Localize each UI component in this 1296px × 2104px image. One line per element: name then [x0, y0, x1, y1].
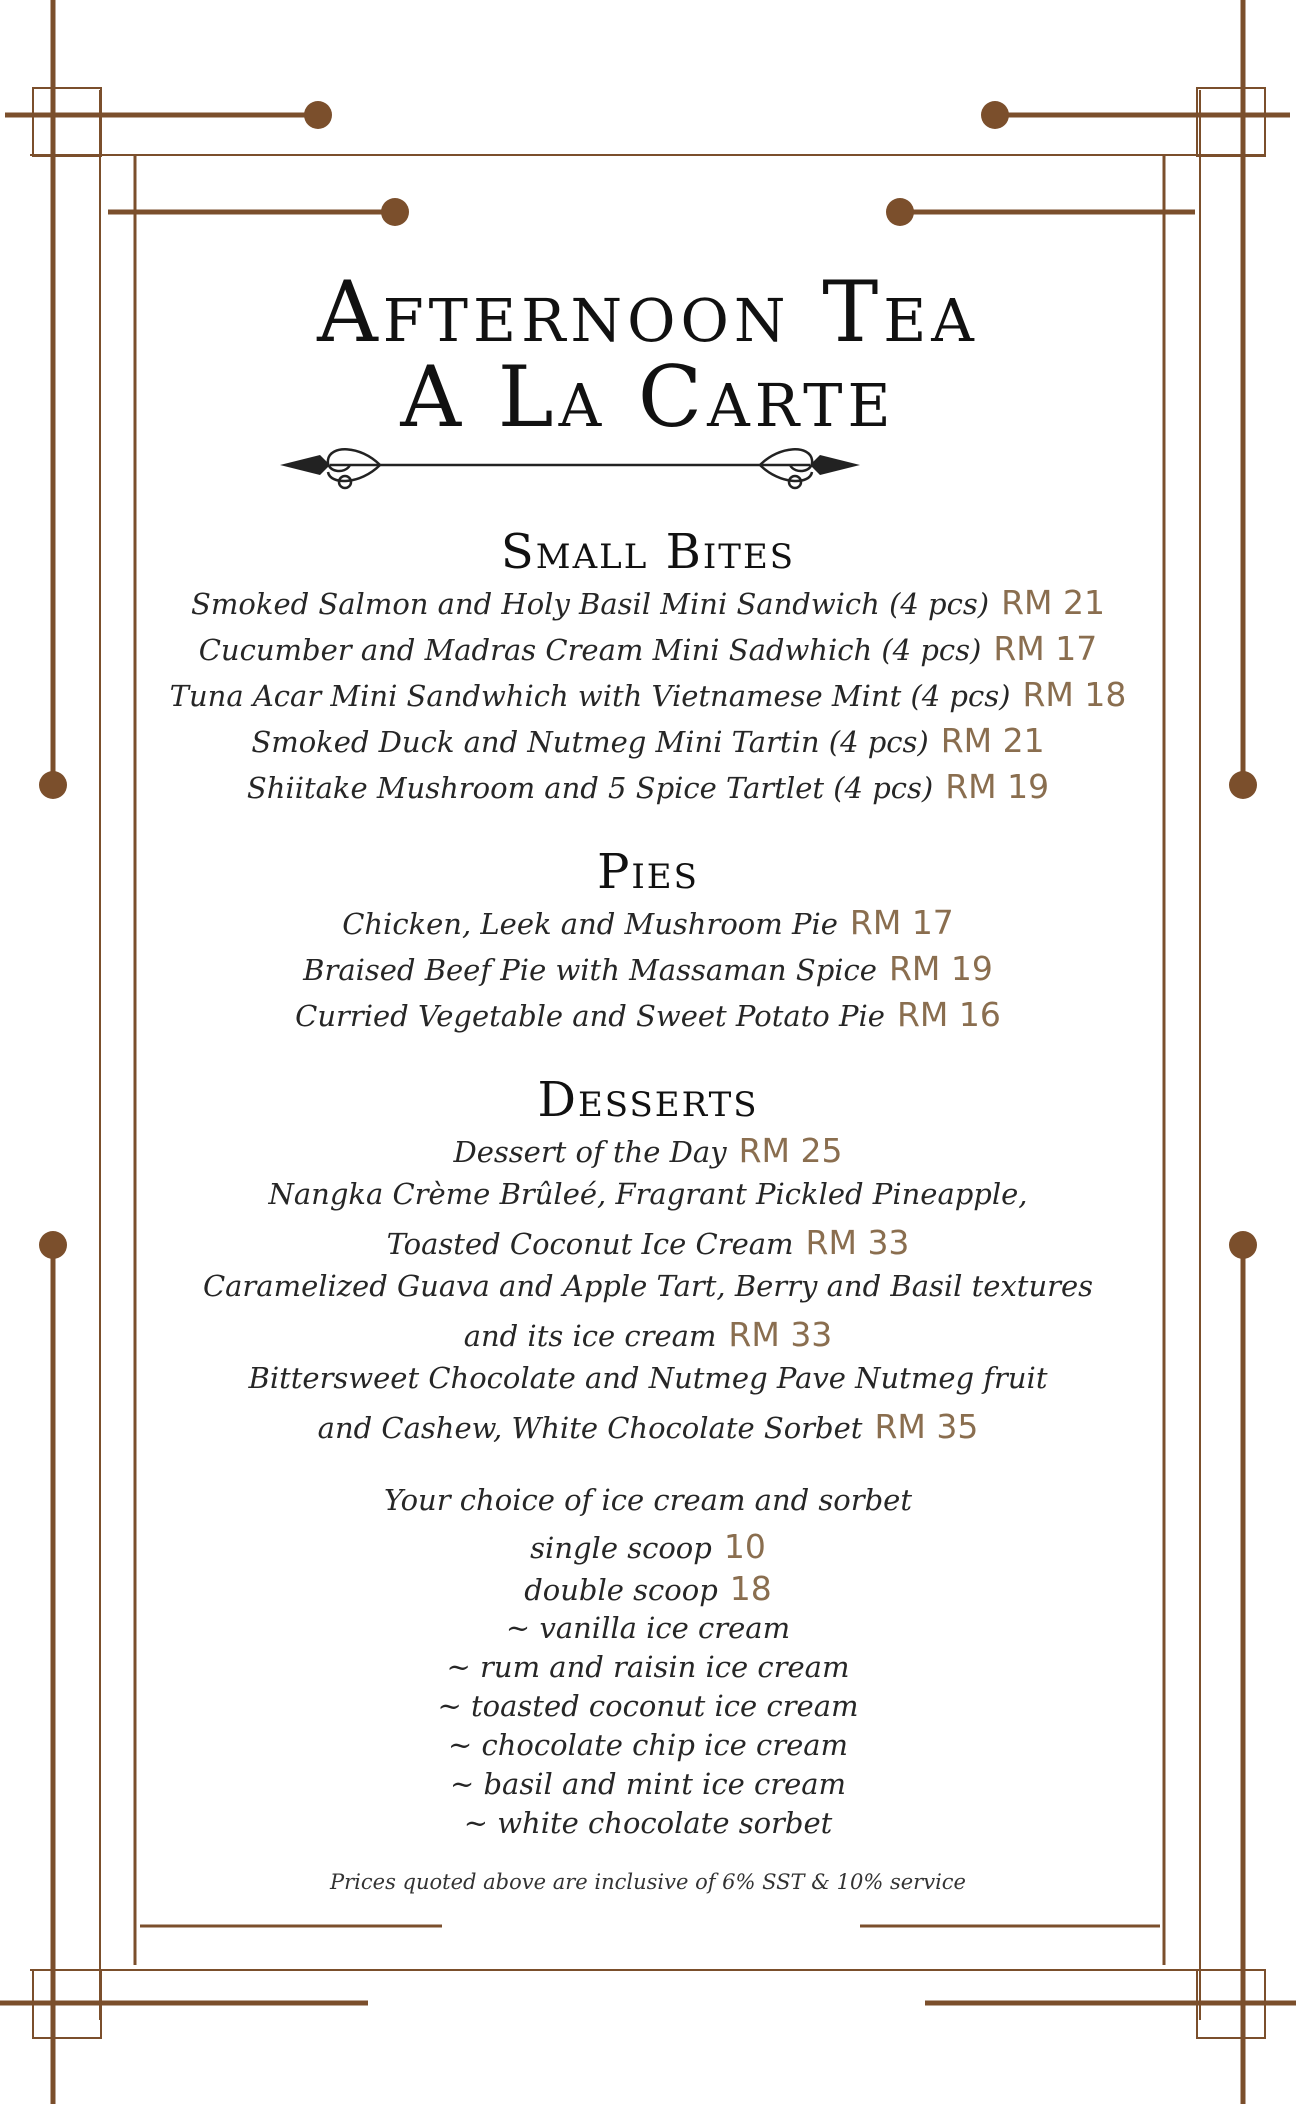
flavour-item: ~ chocolate chip ice cream [447, 1728, 849, 1762]
menu-item-price: RM 18 [1022, 675, 1127, 714]
single-scoop-price: 10 [723, 1527, 766, 1566]
menu-item: Caramelized Guava and Apple Tart, Berry and Basil textures [202, 1269, 1094, 1303]
menu-item: Toasted Coconut Ice Cream RM 33 [386, 1223, 910, 1262]
menu-item-price: RM 33 [805, 1223, 910, 1262]
flavour-item: ~ rum and raisin ice cream [446, 1650, 850, 1684]
menu-item: Cucumber and Madras Cream Mini Sadwhich (4 pcs) RM 17 [198, 629, 1098, 668]
menu-item-price: RM 21 [1001, 583, 1105, 622]
single-scoop-row: single scoop 10 [530, 1527, 766, 1566]
double-scoop-row: double scoop 18 [524, 1569, 772, 1608]
small-bites-heading: Small Bites [500, 524, 796, 580]
footnote: Prices quoted above are inclusive of 6% SST & 10% service [330, 1870, 966, 1894]
flavour-item: ~ toasted coconut ice cream [437, 1689, 859, 1723]
menu-item: Tuna Acar Mini Sandwhich with Vietnamese Mint (4 pcs) RM 18 [169, 675, 1127, 714]
menu-item: and its ice cream RM 33 [463, 1315, 833, 1354]
flavour-item: ~ basil and mint ice cream [449, 1767, 847, 1801]
pies-heading: Pies [597, 844, 699, 900]
desserts-heading: Desserts [537, 1072, 759, 1128]
menu-item: and Cashew, White Chocolate Sorbet RM 35 [317, 1407, 979, 1446]
menu-item-price: RM 21 [940, 721, 1045, 760]
menu-item: Bittersweet Chocolate and Nutmeg Pave Nutmeg fruit [248, 1361, 1048, 1395]
ice-cream-intro: Your choice of ice cream and sorbet [383, 1483, 913, 1517]
menu-item-price: RM 17 [849, 903, 954, 942]
menu-item-price: RM 25 [738, 1131, 843, 1170]
menu-item-price: RM 17 [993, 629, 1098, 668]
menu-title-line1: Afternoon Tea [317, 263, 979, 361]
menu-item: Chicken, Leek and Mushroom Pie RM 17 [342, 903, 954, 942]
menu-item: Nangka Crème Brûleé, Fragrant Pickled Pineapple, [268, 1177, 1028, 1211]
menu-item: Smoked Salmon and Holy Basil Mini Sandwich (4 pcs) RM 21 [191, 583, 1105, 622]
double-scoop-price: 18 [729, 1569, 772, 1608]
menu-item: Smoked Duck and Nutmeg Mini Tartin (4 pcs) RM 21 [251, 721, 1045, 760]
menu-item: Curried Vegetable and Sweet Potato Pie RM 16 [295, 995, 1001, 1034]
menu-title-line2: A La Carte [400, 348, 896, 446]
flavour-item: ~ vanilla ice cream [505, 1611, 791, 1645]
flavour-item: ~ white chocolate sorbet [463, 1806, 833, 1840]
menu-item-price: RM 35 [874, 1407, 979, 1446]
menu-item-price: RM 19 [945, 767, 1050, 806]
menu-item-price: RM 33 [728, 1315, 833, 1354]
menu-item-price: RM 16 [896, 995, 1001, 1034]
menu-item: Dessert of the Day RM 25 [453, 1131, 843, 1170]
menu-item: Braised Beef Pie with Massaman Spice RM 19 [303, 949, 993, 988]
menu-item-price: RM 19 [888, 949, 993, 988]
menu-item: Shiitake Mushroom and 5 Spice Tartlet (4 pcs) RM 19 [246, 767, 1050, 806]
